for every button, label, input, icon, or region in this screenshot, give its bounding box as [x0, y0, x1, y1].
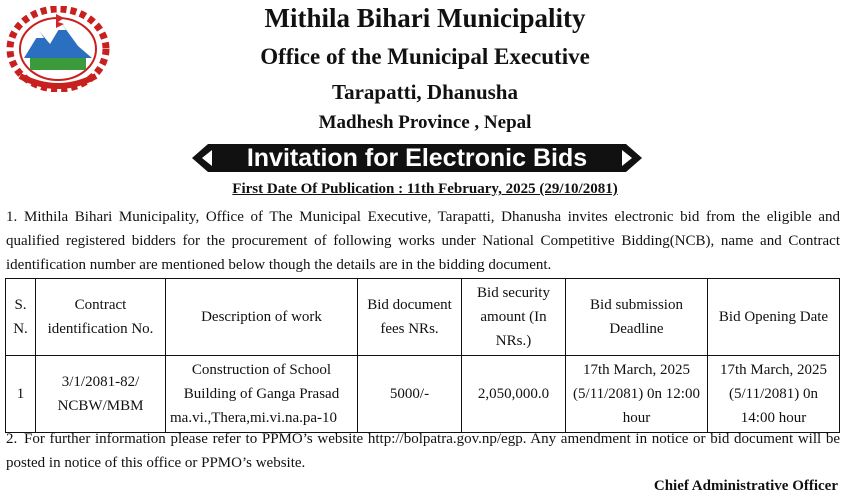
table-header-row	[6, 279, 840, 356]
bid-details-table	[5, 278, 840, 433]
publication-date: First Date Of Publication : 11th February, 2025 (29/10/2081)	[232, 181, 618, 197]
cell-description: Construction of School Building of Ganga Prasad ma.vi.,Thera,mi.vi.na.pa-10	[166, 356, 358, 433]
table-row	[6, 356, 840, 433]
cell-document-fees: 5000/-	[358, 356, 462, 433]
invitation-paragraph	[6, 205, 840, 277]
office-location: Tarapatti, Dhanusha	[332, 80, 518, 104]
cell-bid-security: 2,050,000.0	[462, 356, 566, 433]
cell-sn: 1	[6, 356, 36, 433]
office-name: Office of the Municipal Executive	[260, 44, 590, 69]
paragraph-number: 2.	[6, 431, 18, 447]
paragraph-number: 1.	[6, 209, 18, 225]
header-bid-security: Bid security amount (In NRs.)	[462, 279, 566, 356]
invitation-text: Mithila Bihari Municipality, Office of The Municipal Executive, Tarapatti, Dhanusha invites electronic bid from the eligible and qualified registered bidders for the procurement of following works under National Competitive Bidding(NCB), name and Contract identification number are mentioned below though the details are in the bidding document.	[6, 209, 840, 273]
province-country: Madhesh Province , Nepal	[318, 112, 532, 133]
further-info-text: For further information please refer to PPMO’s website http://bolpatra.gov.np/egp. Any amendment in notice or bid document will be posted in notice of this office or PPMO’s website.	[6, 431, 840, 471]
header-contract-id: Contract identification No.	[36, 279, 166, 356]
municipality-name: Mithila Bihari Municipality	[264, 3, 586, 33]
header-description: Description of work	[166, 279, 358, 356]
header-opening-date: Bid Opening Date	[708, 279, 840, 356]
header-document-fees: Bid document fees NRs.	[358, 279, 462, 356]
cell-submission-deadline: 17th March, 2025 (5/11/2081) 0n 12:00 hour	[566, 356, 708, 433]
header-sn: S. N.	[6, 279, 36, 356]
cell-contract-id: 3/1/2081-82/ NCBW/MBM	[36, 356, 166, 433]
cell-opening-date: 17th March, 2025 (5/11/2081) 0n 14:00 hour	[708, 356, 840, 433]
header-submission-deadline: Bid submission Deadline	[566, 279, 708, 356]
further-info-paragraph	[6, 427, 840, 475]
notice-title-banner	[192, 142, 642, 174]
notice-title: Invitation for Electronic Bids	[246, 144, 588, 172]
signatory-title: Chief Administrative Officer	[653, 478, 838, 494]
